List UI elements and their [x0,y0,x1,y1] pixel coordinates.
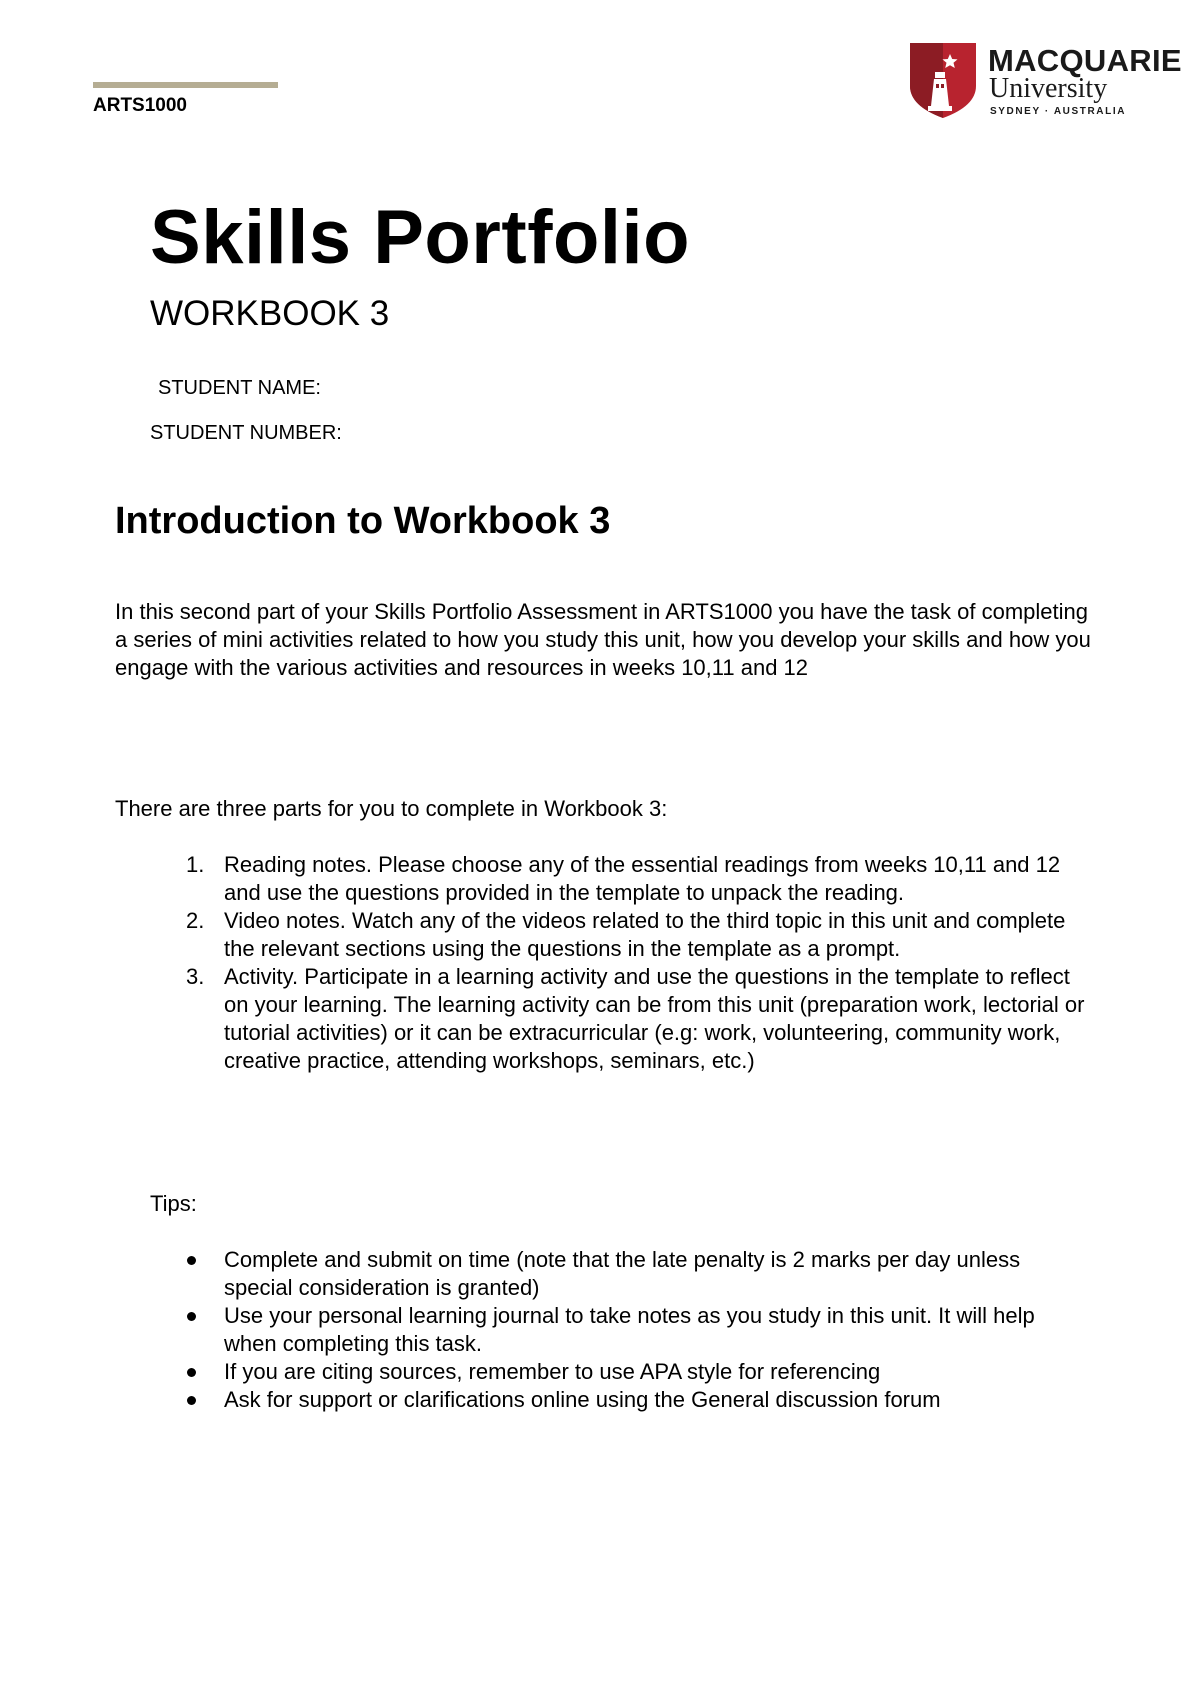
document-title: Skills Portfolio [150,195,691,280]
list-item [186,1302,1086,1358]
university-logo [902,40,1182,122]
unit-code: ARTS1000 [93,95,187,116]
bullet-icon [187,1256,196,1265]
list-item [186,1358,1086,1386]
list-item [186,963,1086,1075]
list-item-text: Activity. Participate in a learning activity and use the questions in the template to reflect on your learning. The learning activity can be from this unit (preparation work, lectorial or tutorial activities) or it can be extracurricular (e.g: work, volunteering, community work, creative practice, attending workshops, seminars, etc.) [224,964,1085,1073]
logo-wordmark: MACQUARIE [988,43,1182,78]
list-item-text: Ask for support or clarifications online using the General discussion forum [224,1387,941,1412]
list-item [186,1246,1086,1302]
list-number: 3. [186,964,205,989]
lighthouse-shield-icon [902,40,984,120]
student-number-label: STUDENT NUMBER: [150,422,342,444]
student-name-label: STUDENT NAME: [158,377,321,399]
list-item-text: If you are citing sources, remember to use APA style for referencing [224,1359,881,1384]
list-item [186,907,1086,963]
tips-lead: Tips: [150,1191,197,1216]
list-item-text: Use your personal learning journal to take notes as you study in this unit. It will help when completing this task. [224,1303,1035,1356]
document-subtitle: WORKBOOK 3 [150,294,390,333]
list-item-text: Reading notes. Please choose any of the essential readings from weeks 10,11 and 12 and use the questions provided in the template to unpack the reading. [224,852,1061,905]
list-number: 2. [186,908,205,933]
list-item-text: Complete and submit on time (note that the late penalty is 2 marks per day unless special consideration is granted) [224,1247,1021,1300]
intro-paragraph: In this second part of your Skills Portfolio Assessment in ARTS1000 you have the task of completing a series of mini activities related to how you study this unit, how you develop your skills and how you engage with the various activities and resources in weeks 10,11 and 12 [115,599,1091,680]
logo-university: University [989,73,1108,104]
list-item [186,851,1086,907]
header-rule [93,82,278,88]
parts-lead: There are three parts for you to complete in Workbook 3: [115,796,668,821]
bullet-icon [187,1312,196,1321]
list-number: 1. [186,852,205,877]
bullet-icon [187,1396,196,1405]
tips-list [186,1246,1086,1414]
section-heading: Introduction to Workbook 3 [115,500,611,542]
bullet-icon [187,1368,196,1377]
list-item [186,1386,1086,1414]
parts-list [186,851,1086,1075]
logo-location: SYDNEY · AUSTRALIA [990,106,1127,117]
list-item-text: Video notes. Watch any of the videos related to the third topic in this unit and complete the relevant sections using the questions in the template as a prompt. [224,908,1066,961]
